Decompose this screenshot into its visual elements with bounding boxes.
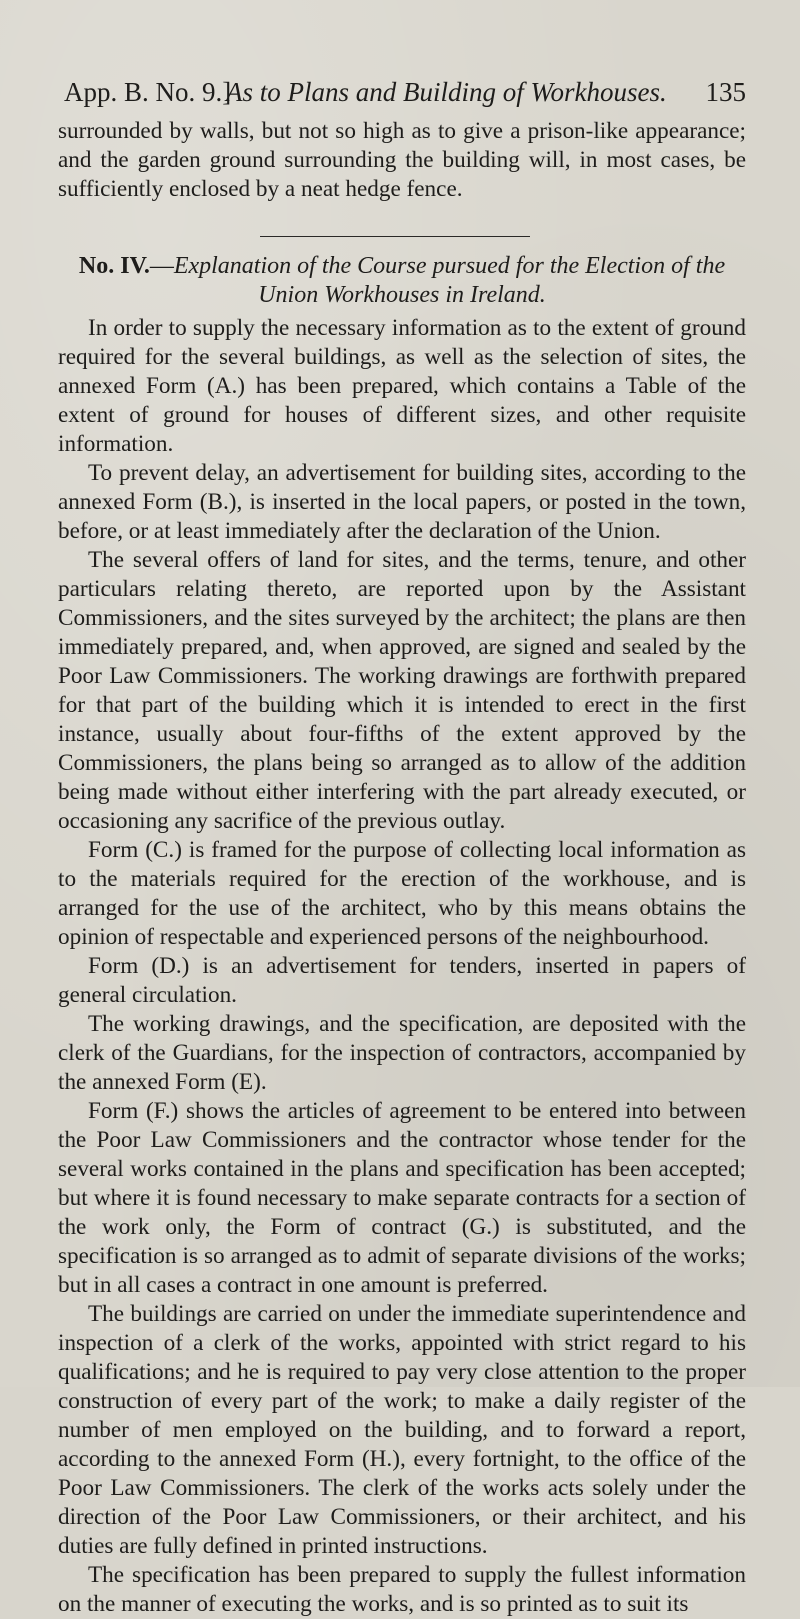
paragraph: The several offers of land for sites, and the terms, tenure, and other particulars relating thereto, are reported upon by the Assistant Commissioners, and the sites surveyed by the architect; the plans are then immediately prepared, and, when approved, are signed and sealed by the Poor Law Commissioners. The working drawings are forthwith prepared for that part of the building which it is intended to erect in the first instance, usually about four-fifths of the extent approved by the Commissioners, the plans being so arranged as to allow of the addition being made without either interfering with the part already executed, or occasioning any sacrifice of the previous outlay. <box>58 547 746 834</box>
paragraph: The buildings are carried on under the immediate superintendence and inspection of a clerk of the works, appointed with strict regard to his qualifications; and he is required to pay very close attention to the proper construction of every part of the work; to make a daily register of the number of men employed on the building, and to forward a report, according to the annexed Form (H.), every fortnight, to the office of the Poor Law Commissioners. The clerk of the works acts solely under the direction of the Poor Law Commissioners, or their architect, and his duties are fully defined in printed instructions. <box>58 1301 746 1559</box>
section-number: No. IV. <box>78 253 150 279</box>
appendix-reference: App. B. No. 9.] <box>64 77 232 107</box>
paragraph: The specification has been prepared to supply the fullest information on the manner of executing the works, and is so printed as to suit its <box>58 1562 746 1617</box>
continued-paragraph: surrounded by walls, but not so high as to give a prison-like appearance; and the garden ground surrounding the building will, in most cases, be sufficiently enclosed by a neat hedge fence. <box>58 118 746 202</box>
page-number: 135 <box>705 77 746 107</box>
section-divider <box>260 236 530 237</box>
running-header <box>64 72 746 112</box>
paragraph: In order to supply the necessary information as to the extent of ground required for the several buildings, as well as the selection of sites, the annexed Form (A.) has been prepared, which contains a Table of the extent of ground for houses of different sizes, and other requisite information. <box>58 315 746 457</box>
section-heading <box>58 252 746 310</box>
section-title-line-2: Union Workhouses in Ireland. <box>258 282 546 308</box>
paragraph: Form (D.) is an advertisement for tenders, inserted in papers of general circulation. <box>58 953 746 1008</box>
section-dash: — <box>149 253 174 279</box>
section-body <box>58 314 746 1619</box>
running-title: As to Plans and Building of Workhouses. <box>226 77 667 107</box>
section-title-line-1: Explanation of the Course pursued for the Election of the <box>173 253 726 279</box>
paragraph: The working drawings, and the specification, are deposited with the clerk of the Guardians, for the inspection of contractors, accompanied by the annexed Form (E). <box>58 1011 746 1095</box>
paragraph: Form (C.) is framed for the purpose of collecting local information as to the materials required for the erection of the workhouse, and is arranged for the use of the architect, who by this means obtains the opinion of respectable and experienced persons of the neighbourhood. <box>58 837 746 950</box>
paragraph: Form (F.) shows the articles of agreement to be entered into between the Poor Law Commissioners and the contractor whose tender for the several works contained in the plans and specification has been accepted; but where it is found necessary to make separate contracts for a section of the work only, the Form of contract (G.) is substituted, and the specification is so arranged as to admit of separate divisions of the works; but in all cases a contract in one amount is preferred. <box>58 1098 746 1298</box>
paragraph: To prevent delay, an advertisement for building sites, according to the annexed Form (B.), is inserted in the local papers, or posted in the town, before, or at least immediately after the declaration of the Union. <box>58 460 746 544</box>
